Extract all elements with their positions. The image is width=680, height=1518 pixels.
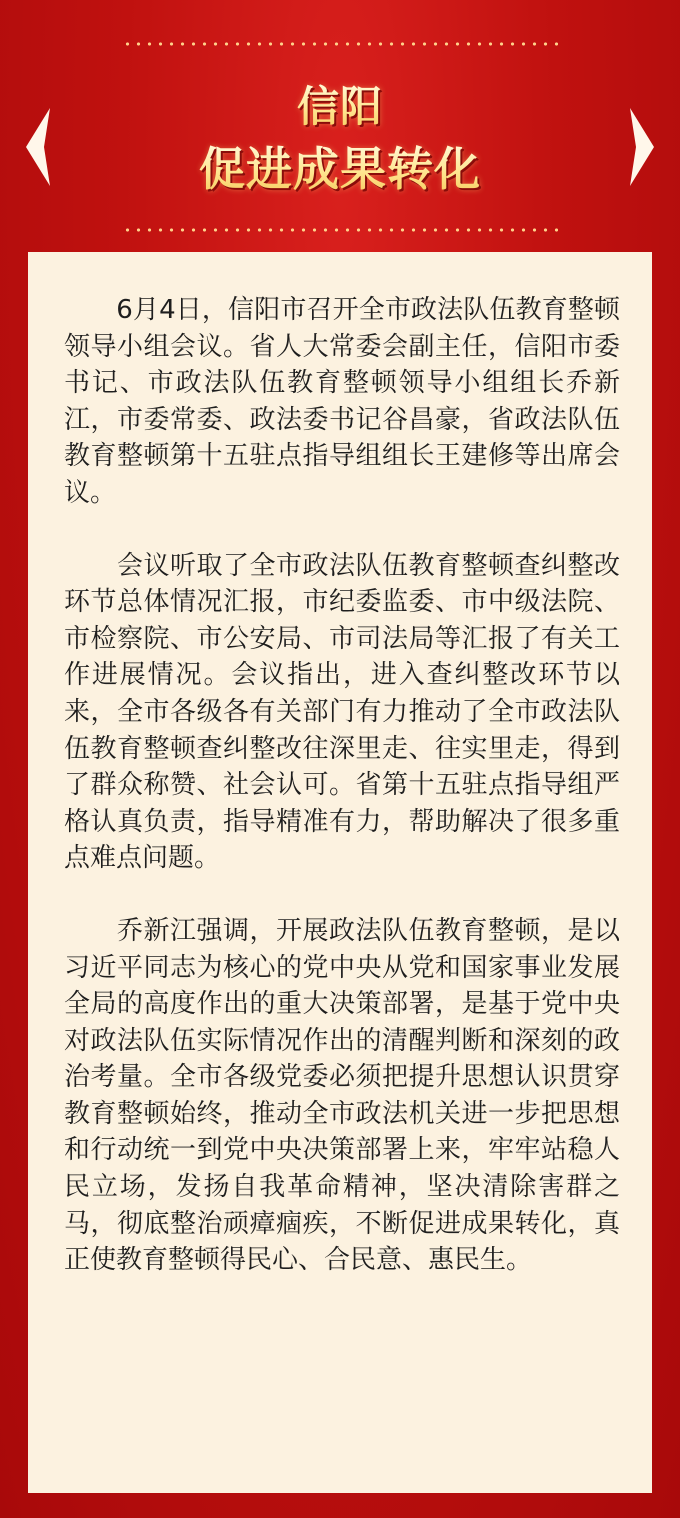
article-paragraph-1: 6月4日，信阳市召开全市政法队伍教育整顿领导小组会议。省人大常委会副主任，信阳市委书记、市政法队伍教育整顿领导小组组长乔新江，市委常委、政法委书记谷昌豪，省政法队伍教育整顿第十五驻点指导组组长王建修等出席会议。 xyxy=(64,295,620,508)
section-title-city: 信阳 xyxy=(0,80,680,134)
article-paragraph-3: 乔新江强调，开展政法队伍教育整顿，是以习近平同志为核心的党中央从党和国家事业发展全局的高度作出的重大决策部署，是基于党中央对政法队伍实际情况作出的清醒判断和深刻的政治考量。全市各级党委必须把提升思想认识贯穿教育整顿始终，推动全市政法机关进一步把思想和行动统一到党中央决策部署上来，牢牢站稳人民立场，发扬自我革命精神，坚决清除害群之马，彻底整治顽瘴痼疾，不断促进成果转化，真正使教育整顿得民心、合民意、惠民生。 xyxy=(64,915,620,1276)
top-dotted-divider xyxy=(122,40,558,48)
article-paragraph-2: 会议听取了全市政法队伍教育整顿查纠整改环节总体情况汇报，市纪委监委、市中级法院、市检察院、市公安局、市司法局等汇报了有关工作进展情况。会议指出，进入查纠整改环节以来，全市各级各有关部门有力推动了全市政法队伍教育整顿查纠整改往深里走、往实里走，得到了群众称赞、社会认可。省第十五驻点指导组严格认真负责，指导精准有力，帮助解决了很多重点难点问题。 xyxy=(64,550,620,874)
section-title-topic: 促进成果转化 xyxy=(0,140,680,198)
article-body xyxy=(64,292,620,1315)
bottom-dotted-divider xyxy=(122,226,558,234)
